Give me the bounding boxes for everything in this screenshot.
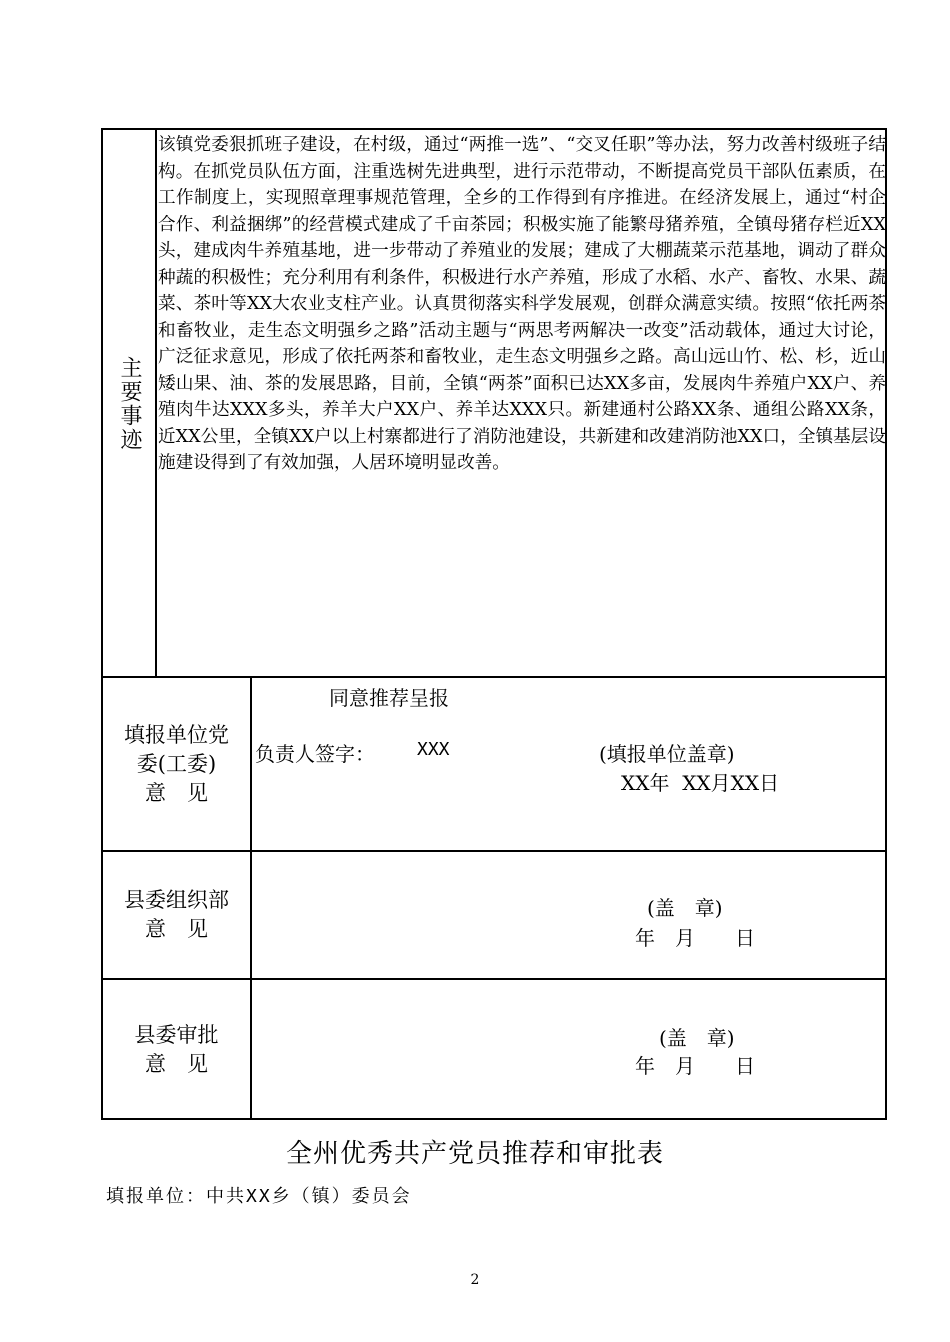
org-dept-label-line1: 县委组织部 (124, 888, 229, 912)
org-dept-date: 年 月 日 (635, 926, 755, 950)
approval-seal: (盖 章) (659, 1026, 735, 1050)
deeds-label: 主要事迹 (117, 356, 142, 452)
deeds-text: 该镇党委狠抓班子建设，在村级，通过“两推一选”、“交叉任职”等办法，努力改善村级班子结构。在抓党员队伍方面，注重选树先进典型，进行示范带动，不断提高党员干部队伍素质，在工作制度上，实现照章理事规范管理，全乡的工作得到有序推进。在经济发展上，通过“村企合作、利益捆绑”的经营模式建成了千亩茶园；积极实施了能繁母猪养殖，全镇母猪存栏近XX头，建成肉牛养殖基地，进一步带动了养殖业的发展；建成了大棚蔬菜示范基地，调动了群众种蔬的积极性；充分利用有利条件，积极进行水产养殖，形成了水稻、水产、畜牧、水果、蔬菜、茶叶等XX大农业支柱产业。认真贯彻落实科学发展观，创群众满意实绩。按照“依托两茶和畜牧业，走生态文明强乡之路”活动主题与“两思考两解决一改变”活动载体，通过大讨论，广泛征求意见，形成了依托两茶和畜牧业，走生态文明强乡之路。高山远山竹、松、杉，近山矮山果、油、茶的发展思路，目前，全镇“两茶”面积已达XX多亩，发展肉牛养殖户XX户、养殖肉牛达XXX多头，养羊大户XX户、养羊达XXX只。新建通村公路XX条、通组公路XX条，近XX公里，全镇XX户以上村寨都进行了消防池建设，共新建和改建消防池XX口，全镇基层设施建设得到了有效加强，人居环境明显改善。 (158, 135, 886, 473)
approval-form-table (101, 128, 887, 1120)
document-title: 全州优秀共产党员推荐和审批表 (285, 1139, 664, 1169)
unit-opinion-label (103, 678, 250, 850)
approval-date: 年 月 日 (635, 1054, 755, 1078)
unit-date: XX年 XX月XX日 (621, 771, 780, 795)
approval-label (103, 980, 250, 1120)
unit-seal: (填报单位盖章) (599, 742, 735, 766)
unit-opinion-label-line1: 填报单位党 (124, 722, 229, 747)
signer-label: 负责人签字： (255, 742, 375, 766)
unit-opinion-label-line3: 意 见 (145, 780, 208, 805)
reporting-unit: 填报单位：中共XX乡（镇）委员会 (106, 1186, 412, 1207)
unit-opinion-label-line2: 委(工委) (136, 751, 217, 776)
recommend-text: 同意推荐呈报 (329, 686, 449, 710)
label-column-divider (250, 678, 252, 1120)
approval-label-line1: 县委审批 (134, 1023, 219, 1047)
org-dept-label-line2: 意 见 (145, 917, 208, 941)
approval-label-line2: 意 见 (145, 1052, 208, 1076)
signer-name: XXX (417, 739, 450, 760)
org-dept-label (103, 852, 250, 978)
page-number: 2 (470, 1272, 480, 1288)
org-dept-seal: (盖 章) (647, 896, 723, 920)
deeds-label-cell (103, 130, 155, 678)
